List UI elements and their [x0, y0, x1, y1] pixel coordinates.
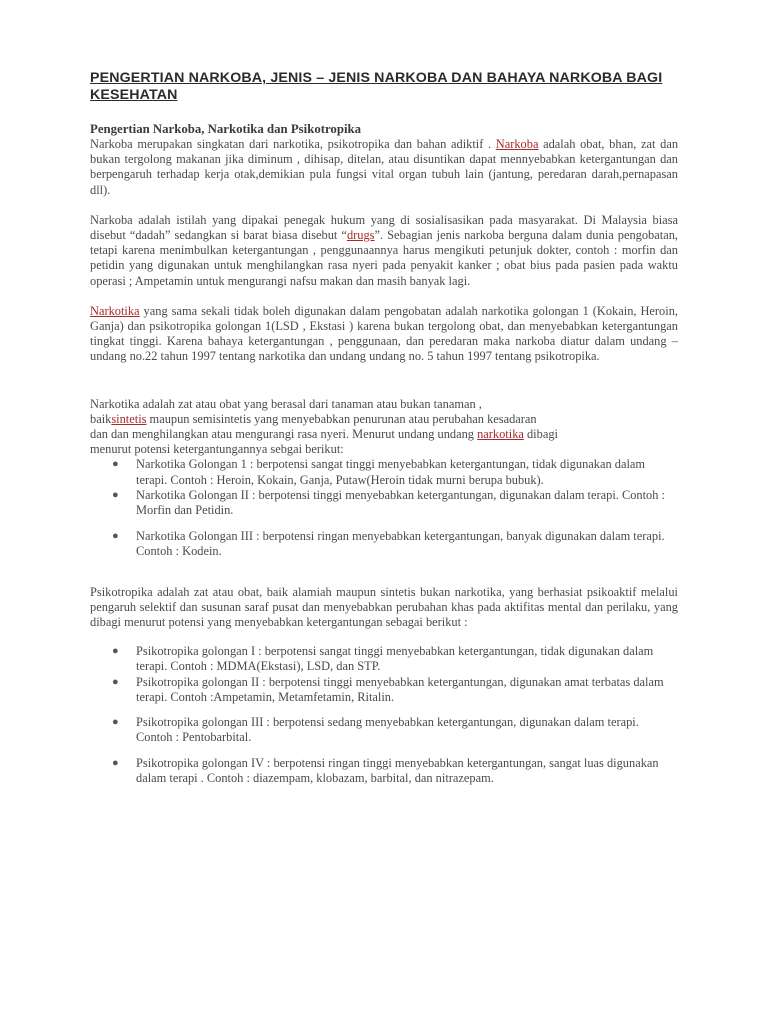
document-title: PENGERTIAN NARKOBA, JENIS – JENIS NARKOBA DAN BAHAYA NARKOBA BAGI KESEHATAN [90, 70, 663, 103]
list-item: ● Psikotropika golongan IV : berpotensi ringan tinggi menyebabkan ketergantungan, sangat luas digunakan dalam terapi . Contoh : diazempam, klobazam, barbital, dan nitrazepam. [112, 755, 659, 785]
paragraph-narkoba-definition: Narkoba merupakan singkatan dari narkotika, psikotropika dan bahan adiktif . Narkoba adalah obat, bhan, zat dan bukan tergolong makanan jika diminum , dihisap, ditelan, atau disuntikan dapat mennyebabkan ketergantungan dan berpengaruh terhadap kerja otak,demikian pula fungsi vital organ tubuh lain (jantung, peredaran darah,pernapasan dll). [90, 137, 679, 197]
paragraph-narkotika-golongan: Narkotika yang sama sekali tidak boleh digunakan dalam pengobatan adalah narkotika golongan 1 (Kokain, Heroin, Ganja) dan psikotropika golongan 1(LSD , Ekstasi ) karena bukan tergolong obat, dan menyebabkan ketergantungan tingkat tinggi. Karena bahaya ketergantungan , penggunaan, dan peredaran maka narkoba diatur dalam undang – undang no.22 tahun 1997 tentang narkotika dan undang undang no. 5 tahun 1997 tentang psikotropika. [90, 303, 678, 364]
bullet-icon: ● [112, 458, 119, 471]
document-page [90, 70, 678, 786]
link-drugs[interactable]: drugs [346, 228, 375, 243]
psikotropika-golongan-list [90, 644, 678, 786]
bullet-icon: ● [112, 756, 119, 769]
bullet-icon: ● [112, 488, 119, 501]
list-item: ● Narkotika Golongan 1 : berpotensi sangat tinggi menyebabkan ketergantungan, tidak digunakan dalam terapi. Contoh : Heroin, Kokain, Ganja, Putaw(Heroin tidak murni berupa bubuk). [112, 457, 646, 487]
bullet-icon: ● [112, 645, 119, 658]
paragraph-psikotropika-definition: Psikotropika adalah zat atau obat, baik alamiah maupun sintetis bukan narkotika, yang berhasiat psikoaktif melalui pengaruh selektif dan susunan saraf pusat dan menyebabkan perubahan khas pada aktifitas mental dan perilaku, yang dibagi menurut potensi yang menyebabkan ketergantungan sebagai berikut : [90, 584, 678, 630]
bullet-icon: ● [112, 530, 119, 543]
list-item: ● Narkotika Golongan II : berpotensi tinggi menyebabkan ketergantungan, digunakan dalam terapi. Contoh : Morfin dan Petidin. [112, 487, 665, 518]
list-item: ● Narkotika Golongan III : berpotensi ringan menyebabkan ketergantungan, banyak digunakan dalam terapi. Contoh : Kodein. [112, 529, 665, 559]
list-item: ● Psikotropika golongan I : berpotensi sangat tinggi menyebabkan ketergantungan, tidak digunakan dalam terapi. Contoh : MDMA(Ekstasi), LSD, dan STP. [112, 644, 654, 674]
link-sintetis[interactable]: sintetis [111, 411, 147, 426]
link-narkotika[interactable]: Narkotika [90, 303, 140, 318]
list-item: ● Psikotropika golongan III : berpotensi sedang menyebabkan ketergantungan, digunakan dalam terapi. Contoh : Pentobarbital. [112, 715, 639, 745]
list-item: ● Psikotropika golongan II : berpotensi tinggi menyebabkan ketergantungan, digunakan amat terbatas dalam terapi. Contoh :Ampetamin, Metamfetamin, Ritalin. [112, 674, 664, 704]
bullet-icon: ● [112, 675, 119, 688]
section-subheading: Pengertian Narkoba, Narkotika dan Psikotropika [90, 122, 362, 136]
paragraph-narkotika-definition: Narkotika adalah zat atau obat yang berasal dari tanaman atau bukan tanaman , baiksintetis maupun semisintetis yang menyebabkan penurunan atau perubahan kesadaran dan dan menghilangkan atau mengurangi rasa nyeri. Menurut undang undang narkotika dibagi menurut potensi ketergantungannya sebgai berikut: [90, 396, 558, 457]
bullet-icon: ● [112, 716, 119, 729]
link-narkotika-2[interactable]: narkotika [477, 427, 524, 442]
narkotika-golongan-list [90, 457, 678, 559]
link-narkoba[interactable]: Narkoba [495, 137, 539, 151]
paragraph-narkoba-istilah: Narkoba adalah istilah yang dipakai penegak hukum yang di sosialisasikan pada masyarakat. Di Malaysia biasa disebut “dadah” sedangkan si barat biasa disebut “drugs”. Sebagian jenis narkoba berguna dalam dunia pengobatan, tetapi karena menimbulkan ketergantungan , penggunaannya harus mengikuti petunjuk dokter, contoh : morfin dan petidin yang digunakan untuk menghilangkan rasa nyeri pada penyakit kanker ; obat bius pada pasien pada waktu operasi ; Ampetamin untuk mengurangi nafsu makan dan masih banyak lagi. [90, 212, 678, 288]
